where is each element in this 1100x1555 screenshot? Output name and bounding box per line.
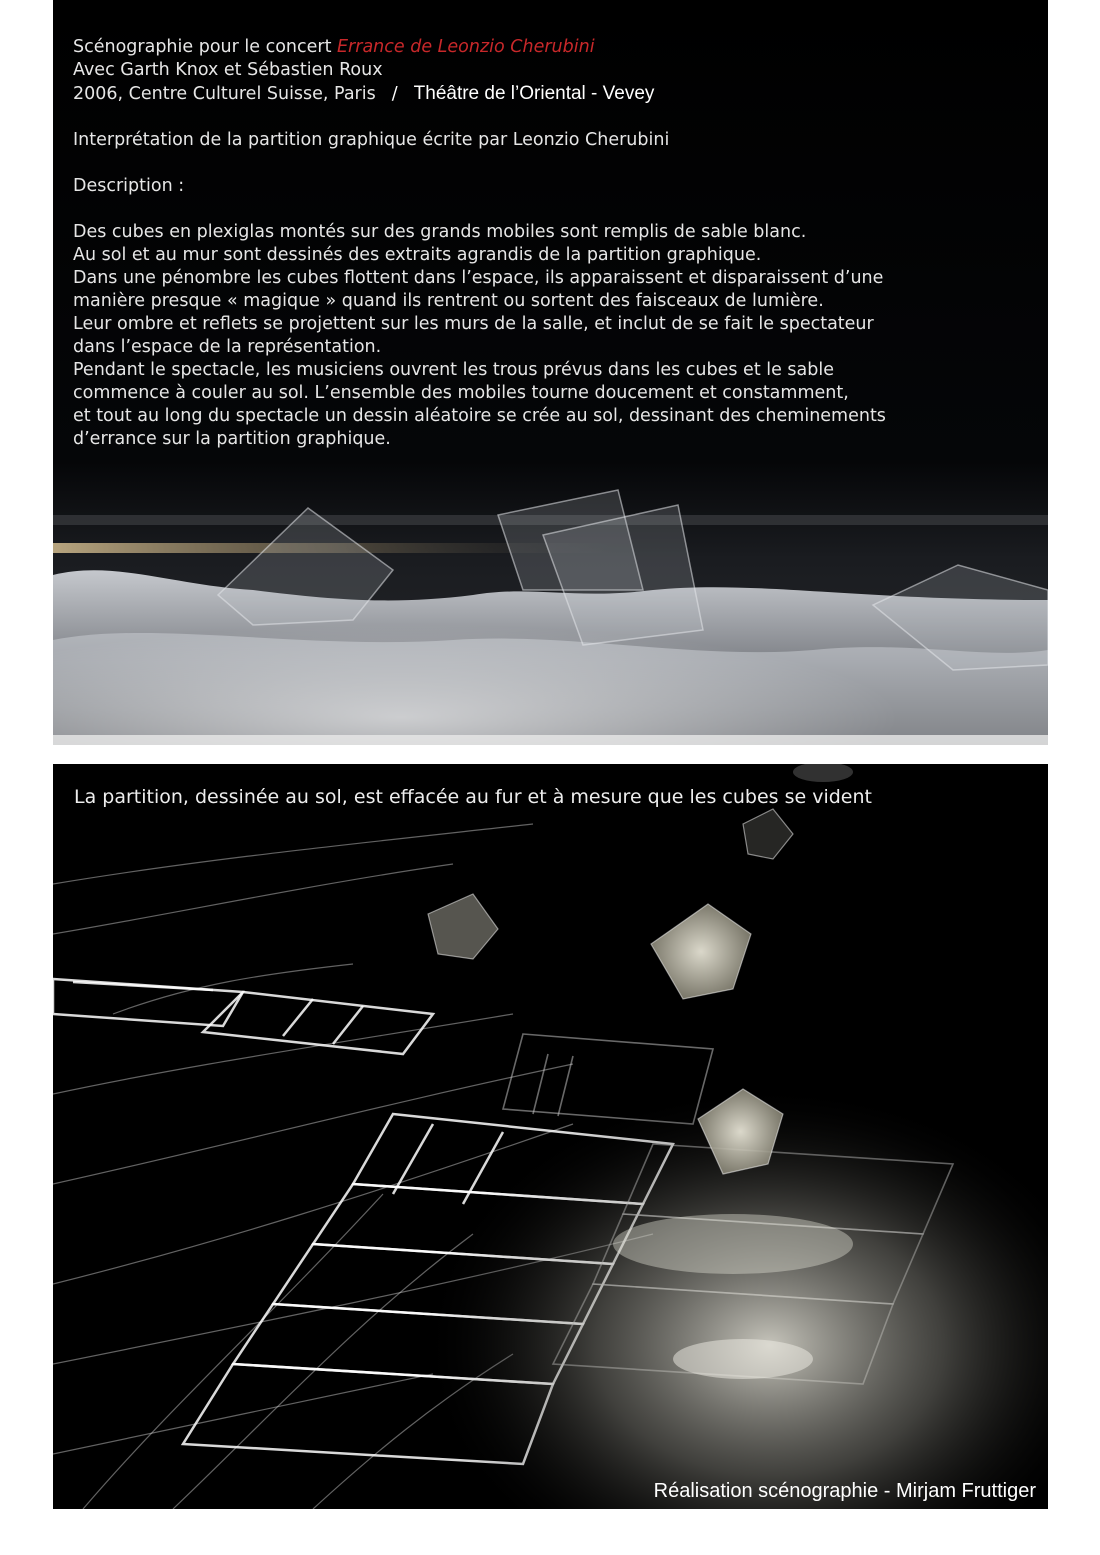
description-line: d’errance sur la partition graphique.	[73, 429, 391, 449]
date-location: 2006, Centre Culturel Suisse, Paris	[73, 84, 376, 104]
scenography-credit: Réalisation scénographie - Mirjam Fruttiger	[653, 1480, 1036, 1502]
description-line: dans l’espace de la représentation.	[73, 337, 382, 357]
second-venue: Théâtre de l’Oriental - Vevey	[413, 83, 655, 104]
description-line: Dans une pénombre les cubes flottent dans l’espace, ils apparaissent et disparaissent d’une	[73, 268, 884, 288]
description-line: Au sol et au mur sont dessinés des extraits agrandis de la partition graphique.	[73, 245, 762, 265]
top-photo-panel	[53, 0, 1048, 745]
description-line: et tout au long du spectacle un dessin aléatoire se crée au sol, dessinant des cheminements	[73, 406, 886, 426]
venue-separator: /	[391, 84, 398, 104]
graphic-score-floor-photo	[53, 764, 1048, 1509]
title-line	[73, 36, 886, 59]
description-line: Pendant le spectacle, les musiciens ouvrent les trous prévus dans les cubes et le sable	[73, 360, 835, 380]
description-line: Leur ombre et reflets se projettent sur les murs de la salle, et inclut de se fait le spectateur	[73, 314, 874, 334]
description-line: manière presque « magique » quand ils rentrent ou sortent des faisceaux de lumière.	[73, 291, 824, 311]
description-line: Des cubes en plexiglas montés sur des grands mobiles sont remplis de sable blanc.	[73, 222, 807, 242]
description-heading: Description :	[73, 176, 185, 196]
description-line: commence à couler au sol. L’ensemble des mobiles tourne doucement et constamment,	[73, 383, 849, 403]
performers-line: Avec Garth Knox et Sébastien Roux	[73, 60, 383, 80]
title-prefix: Scénographie pour le concert	[73, 37, 337, 57]
floor-score-caption: La partition, dessinée au sol, est effacée au fur et à mesure que les cubes se vident	[74, 786, 872, 808]
text-block	[73, 36, 886, 451]
date-venue-line	[73, 82, 886, 106]
bottom-photo-panel	[53, 764, 1048, 1509]
interpretation-line: Interprétation de la partition graphique écrite par Leonzio Cherubini	[73, 130, 670, 150]
concert-title: Errance de Leonzio Cherubini	[337, 37, 595, 57]
